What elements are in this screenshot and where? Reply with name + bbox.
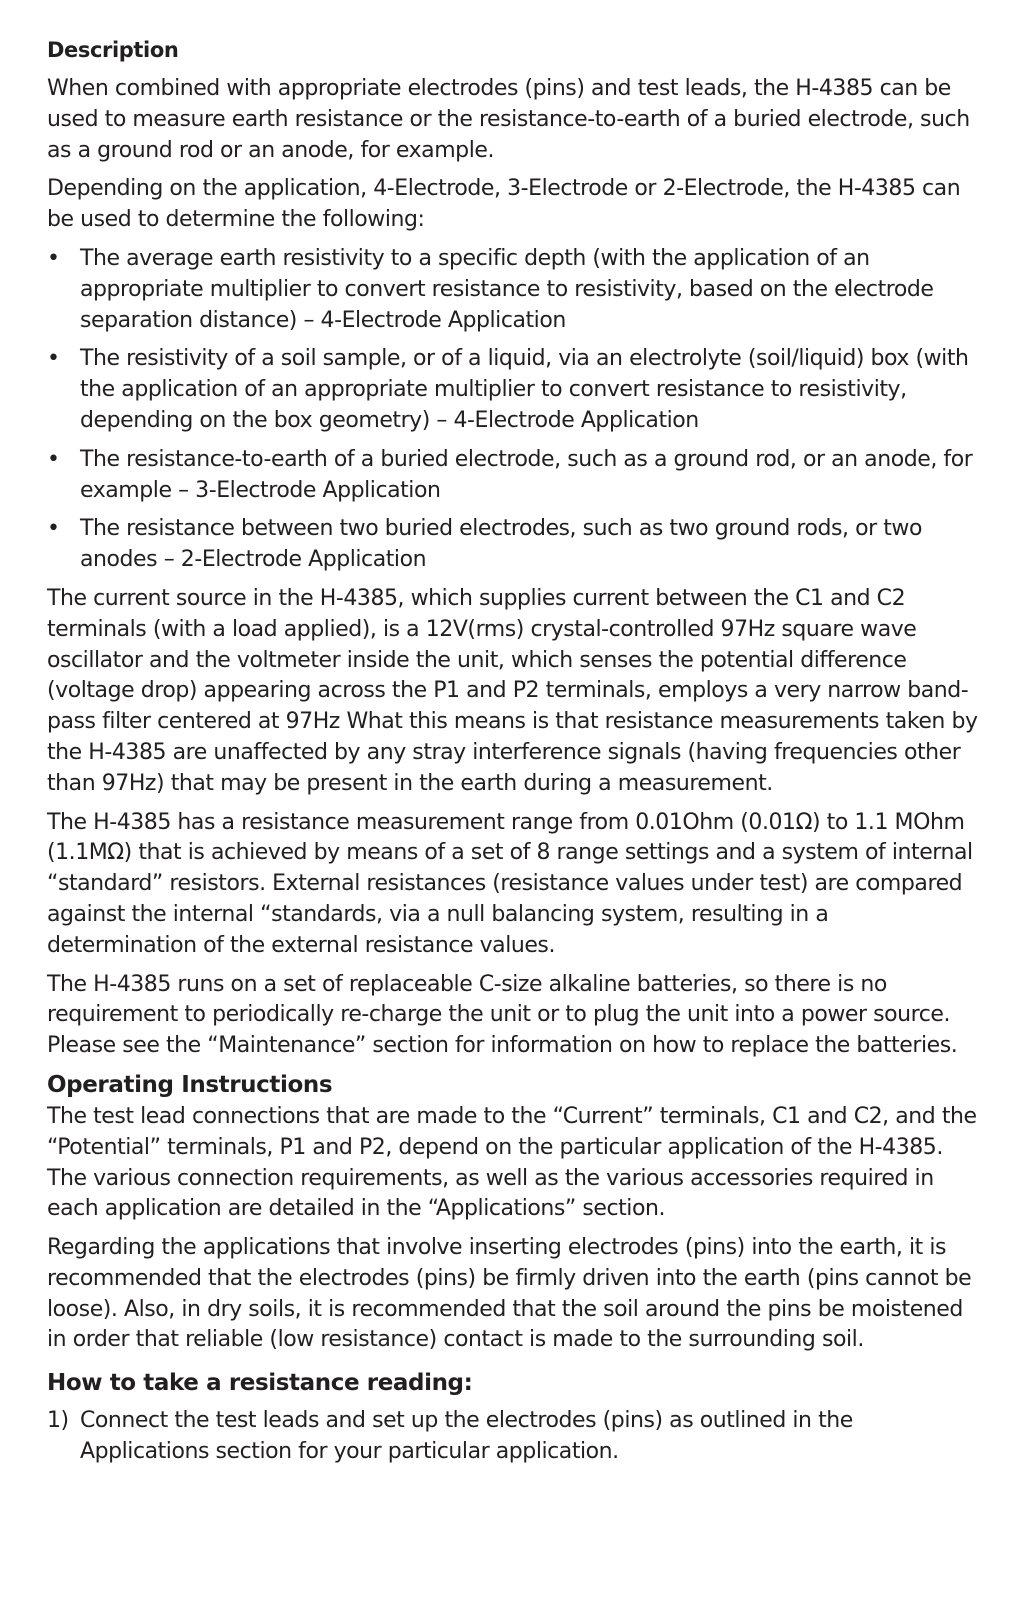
bullet-icon: • <box>47 346 60 372</box>
step-item <box>47 1406 982 1468</box>
description-paragraph-3: The current source in the H-4385, which supplies current between the C1 and C2 terminals (with a load applied), is a 12V(rms) crystal-controlled 97Hz square wave oscillator and the voltmeter inside the unit, which senses the potential difference (voltage drop) appearing across the P1 and P2 terminals, employs a very narrow band-pass filter centered at 97Hz What this means is that resistance measurements taken by the H-4385 are unaffected by any stray interference signals (having frequencies other than 97Hz) that may be present in the earth during a measurement. <box>47 585 978 796</box>
list-item <box>47 514 982 576</box>
application-list <box>47 244 982 576</box>
list-item <box>47 344 982 436</box>
manual-page <box>47 36 982 1468</box>
list-item-text: The average earth resistivity to a specific depth (with the application of an appropriate multiplier to convert resistance to resistivity, based on the electrode separation distance) – 4-Electrode Application <box>80 245 934 333</box>
list-item-text: The resistance between two buried electrodes, such as two ground rods, or two anodes – 2-Electrode Application <box>80 516 922 573</box>
step-number: 1) <box>47 1408 69 1434</box>
operating-paragraph-1: The test lead connections that are made to the “Current” terminals, C1 and C2, and the “Potential” terminals, P1 and P2, depend on the particular application of the H-4385. The various connection requirements, as well as the various accessories required in each application are detailed in the “Applications” section. <box>47 1103 977 1222</box>
list-item <box>47 244 982 336</box>
how-to-heading: How to take a resistance reading: <box>47 1370 473 1397</box>
bullet-icon: • <box>47 516 60 542</box>
list-item-text: The resistance-to-earth of a buried electrode, such as a ground rod, or an anode, for example – 3-Electrode Application <box>80 446 973 503</box>
steps-list <box>47 1406 982 1468</box>
description-paragraph-5: The H-4385 runs on a set of replaceable C-size alkaline batteries, so there is no requirement to periodically re-charge the unit or to plug the unit into a power source. Please see the “Maintenance” section for information on how to replace the batteries. <box>47 971 958 1059</box>
description-paragraph-2: Depending on the application, 4-Electrode, 3-Electrode or 2-Electrode, the H-4385 can be used to determine the following: <box>47 176 961 233</box>
bullet-icon: • <box>47 446 60 472</box>
list-item <box>47 445 982 507</box>
list-item-text: The resistivity of a soil sample, or of a liquid, via an electrolyte (soil/liquid) box (with the application of an appropriate multiplier to convert resistance to resistivity, depending on the box geometry) – 4-Electrode Application <box>80 346 969 433</box>
operating-instructions-heading: Operating Instructions <box>47 1071 333 1098</box>
description-paragraph-4: The H-4385 has a resistance measurement range from 0.01Ohm (0.01Ω) to 1.1 MOhm (1.1MΩ) that is achieved by means of a set of 8 range settings and a system of internal “standard” resistors. External resistances (resistance values under test) are compared against the internal “standards, via a null balancing system, resulting in a determination of the external resistance values. <box>47 809 973 958</box>
description-paragraph-1: When combined with appropriate electrodes (pins) and test leads, the H-4385 can be used to measure earth resistance or the resistance-to-earth of a buried electrode, such as a ground rod or an anode, for example. <box>47 76 970 163</box>
operating-paragraph-2: Regarding the applications that involve inserting electrodes (pins) into the earth, it is recommended that the electrodes (pins) be firmly driven into the earth (pins cannot be loose). Also, in dry soils, it is recommended that the soil around the pins be moistened in order that reliable (low resistance) contact is made to the surrounding soil. <box>47 1235 972 1353</box>
bullet-icon: • <box>47 245 60 271</box>
description-heading: Description <box>47 38 179 62</box>
step-text: Connect the test leads and set up the electrodes (pins) as outlined in the Applications section for your particular application. <box>80 1408 853 1465</box>
